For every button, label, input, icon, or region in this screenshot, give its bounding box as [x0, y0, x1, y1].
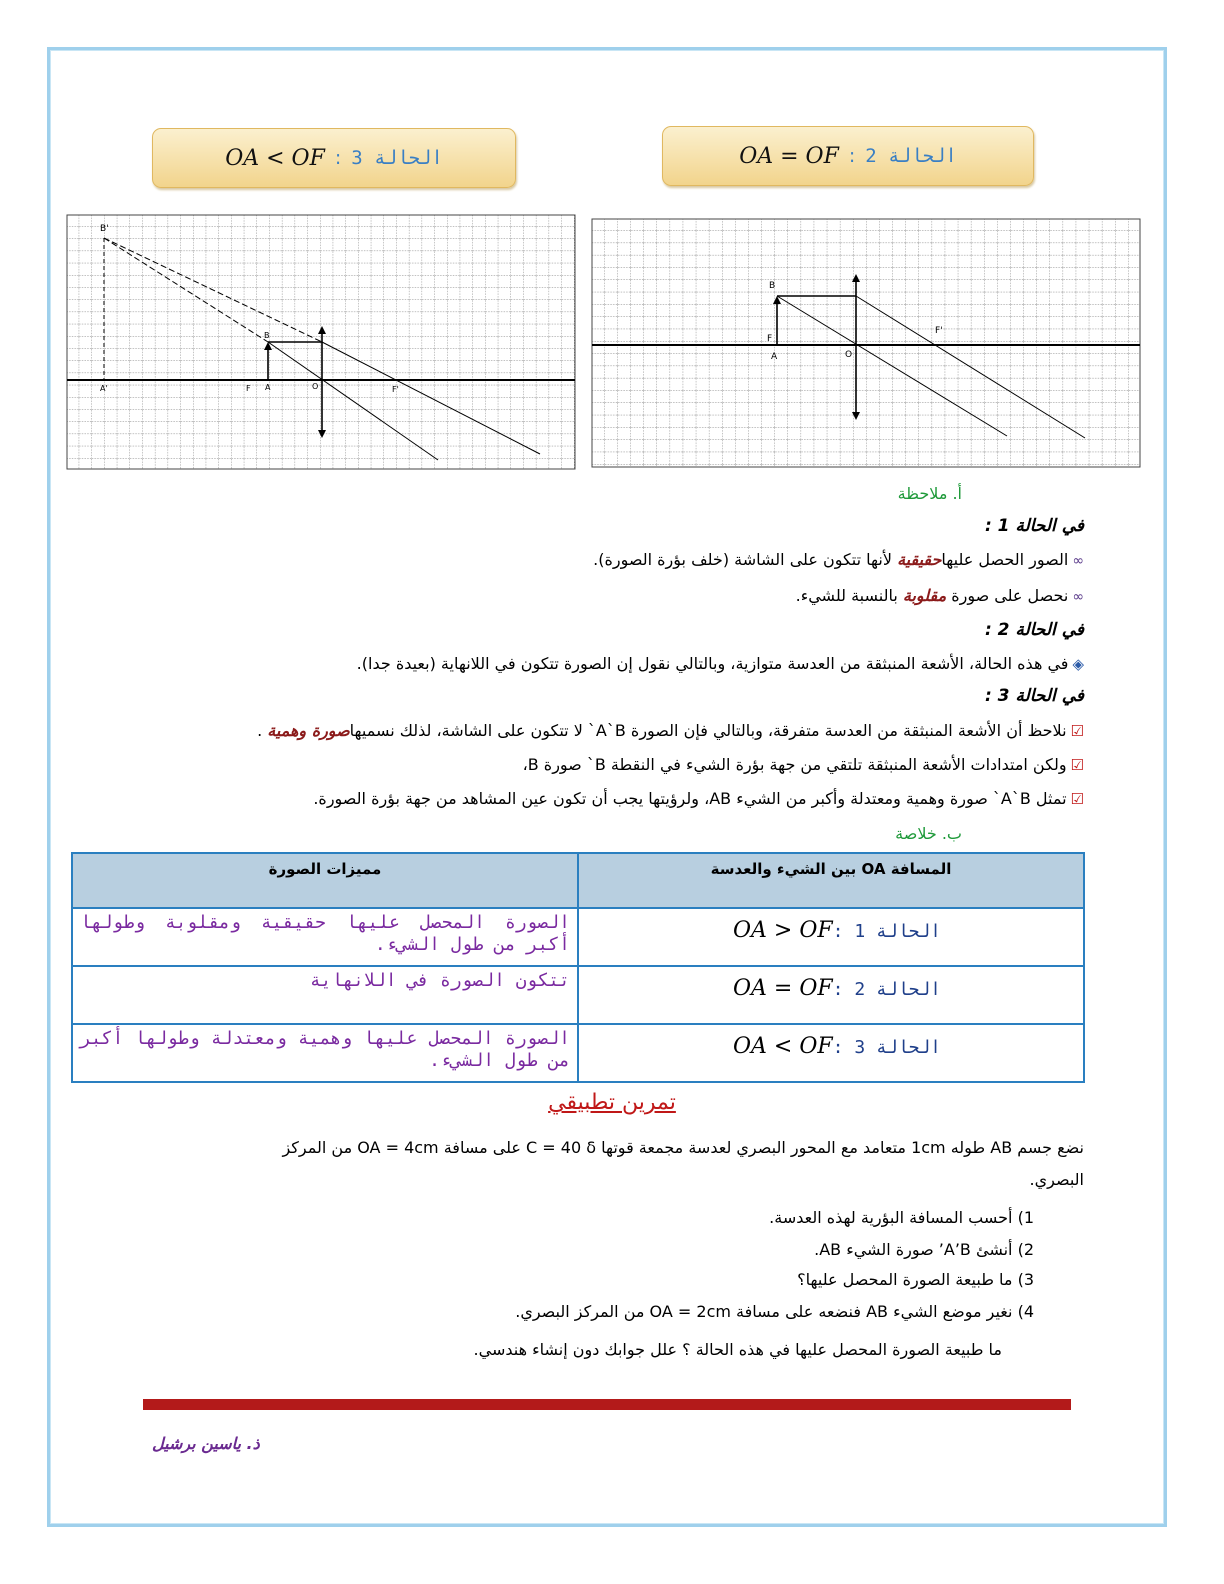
question-2: 2) أنشئ A’B’ صورة الشيء AB. — [814, 1240, 1034, 1259]
notes-title: أ. ملاحظة — [897, 484, 962, 503]
row1-desc: الصورة المحصل عليها حقيقية ومقلوبة وطولها أكبر من طول الشيء. — [80, 912, 570, 955]
diagram-case2 — [591, 218, 1141, 468]
diagram-case3 — [66, 214, 576, 470]
col-features-header: مميزات الصورة — [72, 853, 578, 908]
col-distance-header: المسافة OA بين الشيء والعدسة — [578, 853, 1084, 908]
checkbox-icon: ☑ — [1070, 756, 1084, 774]
row3-desc: الصورة المحصل عليها وهمية ومعتدلة وطولها أكبر من طول الشيء. — [80, 1028, 570, 1071]
author-name: ذ. ياسين برشيل — [152, 1434, 260, 1453]
case2-box — [662, 126, 1034, 186]
row2-desc: تتكون الصورة في اللانهاية — [309, 970, 570, 991]
label-b: B — [264, 331, 270, 340]
emphasis-real: حقيقية — [897, 550, 942, 569]
footer-bar — [143, 1399, 1071, 1410]
label-f-prime: F' — [392, 385, 399, 394]
table-row — [72, 908, 1084, 966]
case1-line2: ∞نحصل على صورة مقلوبة بالنسبة للشيء. — [795, 586, 1084, 605]
summary-title: ب. خلاصة — [895, 824, 962, 843]
row1-eq: OA > OF — [732, 918, 833, 943]
label-f-prime: F' — [935, 326, 943, 336]
checkbox-icon: ☑ — [1070, 790, 1084, 808]
label-b: B — [769, 281, 776, 291]
question-1: 1) أحسب المسافة البؤرية لهذه العدسة. — [769, 1208, 1034, 1227]
case1-heading: في الحالة 1 : — [984, 516, 1084, 536]
label-a: A — [771, 352, 778, 362]
emphasis-inverted: مقلوبة — [902, 586, 947, 605]
exercise-intro: نضع جسم AB طوله 1cm متعامد مع المحور البصري لعدسة مجمعة قوتها C = 40 δ على مسافة OA = 4cm من المركز — [282, 1138, 1084, 1157]
row3-eq: OA < OF — [732, 1034, 833, 1059]
question-4b: ما طبيعة الصورة المحصل عليها في هذه الحالة ؟ علل جوابك دون إنشاء هندسي. — [473, 1340, 1002, 1359]
label-a-prime: A' — [100, 384, 108, 393]
case3-sep: : — [334, 147, 342, 169]
summary-table — [71, 852, 1085, 1083]
table-row — [72, 966, 1084, 1024]
case1-line1: ∞الصور الحصل عليهاحقيقية لأنها تتكون على الشاشة (خلف بؤرة الصورة). — [593, 550, 1084, 569]
checkbox-icon: ☑ — [1070, 722, 1084, 740]
exercise-intro-cont: البصري. — [1029, 1170, 1084, 1189]
label-f: F — [246, 384, 251, 393]
diamond-icon: ◈ — [1072, 655, 1084, 673]
emphasis-virtual: صورة وهمية — [267, 721, 350, 740]
exercise-title: تمرين تطبيقي — [548, 1090, 676, 1115]
case2-sep: : — [848, 145, 856, 167]
bullet-icon: ∞ — [1072, 589, 1084, 605]
case3-line2: ☑ولكن امتدادات الأشعة المنبثقة تلتقي من جهة بؤرة الشيء في النقطة B` صورة B، — [522, 755, 1084, 774]
case3-line1: ☑نلاحظ أن الأشعة المنبثقة من العدسة متفرقة، وبالتالي فإن الصورة A`B` لا تتكون على الشاشة، لذلك نسميهاصورة وهمية . — [257, 721, 1084, 740]
question-3: 3) ما طبيعة الصورة المحصل عليها؟ — [797, 1270, 1034, 1289]
label-o: O — [312, 382, 319, 391]
case3-box — [152, 128, 516, 188]
case3-label: الحالة 3 — [351, 147, 443, 169]
table-row — [72, 1024, 1084, 1082]
bullet-icon: ∞ — [1072, 553, 1084, 569]
case3-eq: OA < OF — [225, 145, 325, 171]
label-a: A — [265, 383, 271, 392]
row2-label: الحالة 2 : — [832, 979, 942, 1000]
label-b-prime: B' — [100, 224, 109, 234]
label-o: O — [845, 350, 853, 360]
case2-heading: في الحالة 2 : — [984, 620, 1084, 640]
row1-label: الحالة 1 : — [832, 921, 942, 942]
case3-line3: ☑تمثل A`B` صورة وهمية ومعتدلة وأكبر من الشيء AB، ولرؤيتها يجب أن تكون عين المشاهد من جهة بؤرة الصورة. — [313, 789, 1084, 808]
case3-heading: في الحالة 3 : — [984, 686, 1084, 706]
case2-label: الحالة 2 — [865, 145, 957, 167]
case2-line1: ◈في هذه الحالة، الأشعة المنبثقة من العدسة متوازية، وبالتالي نقول إن الصورة تتكون في اللانهاية (بعيدة جدا). — [356, 654, 1084, 673]
row2-eq: OA = OF — [732, 976, 833, 1001]
case2-eq: OA = OF — [739, 143, 839, 169]
question-4: 4) نغير موضع الشيء AB فنضعه على مسافة OA = 2cm من المركز البصري. — [515, 1302, 1034, 1321]
label-f: F — [767, 334, 773, 344]
row3-label: الحالة 3 : — [832, 1037, 942, 1058]
